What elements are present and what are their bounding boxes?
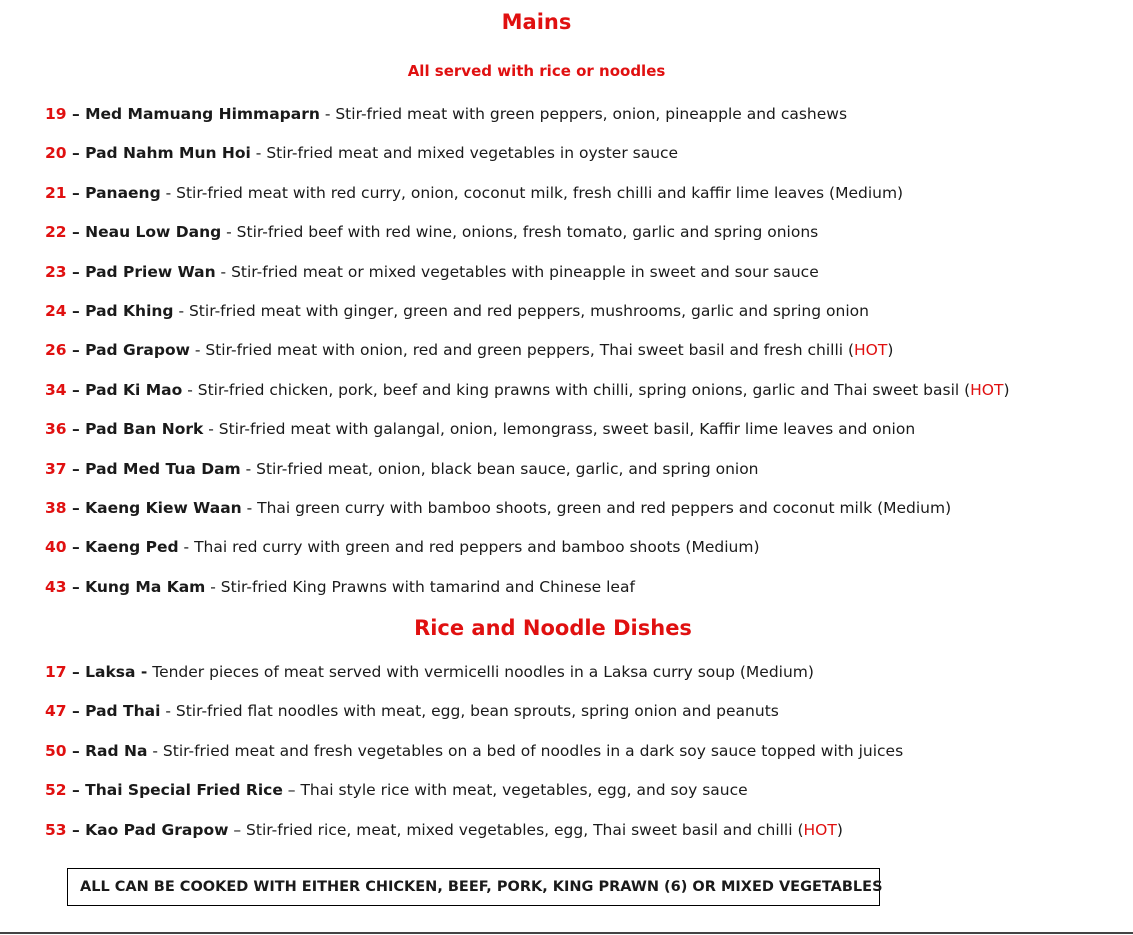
section-subtitle-mains: All served with rice or noodles xyxy=(407,62,666,80)
menu-item-dash: – xyxy=(66,301,86,320)
menu-item xyxy=(45,143,1010,182)
menu-item-dash: – xyxy=(66,380,86,399)
menu-item-separator: - xyxy=(182,380,198,399)
menu-item-name: Pad Thai xyxy=(85,702,161,721)
menu-item xyxy=(45,222,1010,261)
menu-item-closing: ) xyxy=(1003,380,1010,399)
menu-item-name: Kaeng Ped xyxy=(85,538,179,557)
menu-item-dash: – xyxy=(66,223,86,242)
menu-item-description: Thai green curry with bamboo shoots, green and red peppers and coconut milk (Medium) xyxy=(257,498,952,517)
menu-item xyxy=(45,183,1010,222)
menu-item-hot-label: HOT xyxy=(970,380,1004,399)
menu-item-description: Stir-fried flat noodles with meat, egg, bean sprouts, spring onion and peanuts xyxy=(175,702,779,721)
menu-item-name: Pad Grapow xyxy=(85,341,190,360)
menu-item xyxy=(45,340,1010,379)
menu-item-name: Pad Med Tua Dam xyxy=(85,459,241,478)
menu-item xyxy=(45,380,1010,419)
menu-item-name: Neau Low Dang xyxy=(85,223,222,242)
menu-item-separator: - xyxy=(147,741,163,760)
menu-item xyxy=(45,741,903,780)
menu-item-name: Kaeng Kiew Waan xyxy=(85,498,242,517)
menu-item-description: Stir-fried meat and mixed vegetables in oyster sauce xyxy=(266,144,679,163)
menu-item-number: 23 xyxy=(45,262,67,281)
menu-item-number: 21 xyxy=(45,183,67,202)
menu-item-dash: – xyxy=(66,741,86,760)
menu-item-separator: - xyxy=(173,301,189,320)
menu-item-separator: - xyxy=(189,341,206,360)
menu-item-number: 36 xyxy=(45,420,67,439)
menu-item-name: Panaeng xyxy=(85,183,161,202)
menu-item-name: Pad Nahm Mun Hoi xyxy=(85,144,251,163)
menu-item-dash: – xyxy=(66,459,86,478)
menu-item-number: 38 xyxy=(45,498,67,517)
menu-item-description: Stir-fried meat or mixed vegetables with pineapple in sweet and sour sauce xyxy=(231,262,819,281)
menu-item xyxy=(45,419,1010,458)
menu-item xyxy=(45,459,1010,498)
menu-item-number: 53 xyxy=(45,820,67,839)
menu-item xyxy=(45,820,903,859)
meat-options-notice: ALL CAN BE COOKED WITH EITHER CHICKEN, BEEF, PORK, KING PRAWN (6) OR MIXED VEGETABLES xyxy=(67,868,880,906)
menu-item-dash: – xyxy=(66,105,86,123)
menu-item-number: 50 xyxy=(45,741,67,760)
menu-item-separator: – xyxy=(282,781,301,800)
menu-item-description: Thai red curry with green and red peppers and bamboo shoots (Medium) xyxy=(194,538,760,557)
menu-item-dash: – xyxy=(66,577,86,596)
menu-item-name: Pad Khing xyxy=(85,301,174,320)
bottom-divider xyxy=(0,932,1133,934)
menu-item-number: 34 xyxy=(45,380,67,399)
menu-item-separator: - xyxy=(178,538,195,557)
menu-item-description: Stir-fried chicken, pork, beef and king prawns with chilli, spring onions, garlic and Thai sweet basil ( xyxy=(197,380,971,399)
menu-item-separator: - xyxy=(241,498,258,517)
menu-item-separator: - xyxy=(240,459,257,478)
menu-item-number: 37 xyxy=(45,459,67,478)
menu-item-description: Stir-fried meat with onion, red and green peppers, Thai sweet basil and fresh chilli ( xyxy=(205,341,855,360)
menu-item-description: Stir-fried King Prawns with tamarind and Chinese leaf xyxy=(220,577,635,596)
menu-item-separator: - xyxy=(215,262,232,281)
menu-item-closing: ) xyxy=(887,341,894,360)
menu-item-name: Rad Na xyxy=(85,741,148,760)
menu-item-dash: – xyxy=(66,820,86,839)
menu-item-hot-label: HOT xyxy=(803,820,837,839)
menu-item-separator: - xyxy=(319,105,336,123)
menu-item-separator: - xyxy=(250,144,267,163)
menu-item-description: Thai style rice with meat, vegetables, egg, and soy sauce xyxy=(300,781,748,800)
menu-item-description: Stir-fried meat with green peppers, onion, pineapple and cashews xyxy=(335,105,848,123)
menu-item-number: 22 xyxy=(45,223,67,242)
menu-item xyxy=(45,498,1010,537)
menu-item-description: Stir-fried beef with red wine, onions, fresh tomato, garlic and spring onions xyxy=(236,223,819,242)
menu-item-number: 26 xyxy=(45,341,67,360)
mains-list xyxy=(45,104,1010,616)
menu-item-name: Kao Pad Grapow xyxy=(85,820,229,839)
menu-item-number: 47 xyxy=(45,702,67,721)
menu-item-dash: – xyxy=(66,538,86,557)
menu-item-dash: – xyxy=(66,420,86,439)
section-title-mains: Mains xyxy=(501,10,572,34)
menu-item-name: Kung Ma Kam xyxy=(85,577,206,596)
menu-item-description: Stir-fried rice, meat, mixed vegetables, egg, Thai sweet basil and chilli ( xyxy=(246,820,804,839)
menu-item-description: Stir-fried meat with red curry, onion, coconut milk, fresh chilli and kaffir lime leaves (Medium) xyxy=(176,183,904,202)
menu-item xyxy=(45,262,1010,301)
menu-item-name: Pad Ki Mao xyxy=(85,380,183,399)
menu-item-description: Tender pieces of meat served with vermicelli noodles in a Laksa curry soup (Medium) xyxy=(152,663,814,681)
menu-item xyxy=(45,537,1010,576)
menu-item-name: Thai Special Fried Rice xyxy=(85,781,283,800)
menu-item-separator: - xyxy=(160,183,177,202)
menu-item-dash: – xyxy=(66,262,86,281)
menu-item-number: 40 xyxy=(45,538,67,557)
menu-item-number: 19 xyxy=(45,105,67,123)
menu-item xyxy=(45,577,1010,616)
menu-item-dash: – xyxy=(66,144,86,163)
menu-item-dash: – xyxy=(66,183,86,202)
menu-item-separator: - xyxy=(160,702,176,721)
menu-item-dash: – xyxy=(66,781,86,800)
menu-item-name: Med Mamuang Himmaparn xyxy=(85,105,320,123)
menu-item-separator: - xyxy=(205,577,221,596)
menu-item xyxy=(45,701,903,740)
menu-item-description: Stir-fried meat and fresh vegetables on a bed of noodles in a dark soy sauce topped with juices xyxy=(162,741,904,760)
menu-item-dash: – xyxy=(66,702,86,721)
menu-item-separator: - xyxy=(203,420,219,439)
menu-item-description: Stir-fried meat with galangal, onion, lemongrass, sweet basil, Kaffir lime leaves and onion xyxy=(218,420,916,439)
menu-item xyxy=(45,104,1010,143)
menu-item-description: Stir-fried meat with ginger, green and red peppers, mushrooms, garlic and spring onion xyxy=(188,301,869,320)
menu-item-dash: – xyxy=(66,341,86,360)
menu-item-dash: – xyxy=(66,498,86,517)
menu-item-name: Pad Priew Wan xyxy=(85,262,216,281)
rice-noodles-list xyxy=(45,662,903,859)
menu-item-closing: ) xyxy=(836,820,843,839)
menu-item-hot-label: HOT xyxy=(854,341,888,360)
menu-item-description: Stir-fried meat, onion, black bean sauce, garlic, and spring onion xyxy=(256,459,759,478)
menu-item-name: Pad Ban Nork xyxy=(85,420,204,439)
menu-item-separator: - xyxy=(221,223,237,242)
menu-item xyxy=(45,780,903,819)
menu-item-number: 17 xyxy=(45,663,67,681)
menu-item-name: Laksa - xyxy=(85,663,148,681)
menu-item-number: 20 xyxy=(45,144,67,163)
menu-item-dash: – xyxy=(66,663,86,681)
menu-item-number: 43 xyxy=(45,577,67,596)
menu-item xyxy=(45,662,903,701)
menu-item-number: 52 xyxy=(45,781,67,800)
section-title-rice-noodles: Rice and Noodle Dishes xyxy=(414,616,692,640)
menu-item xyxy=(45,301,1010,340)
menu-item-number: 24 xyxy=(45,301,67,320)
menu-item-separator: – xyxy=(228,820,247,839)
